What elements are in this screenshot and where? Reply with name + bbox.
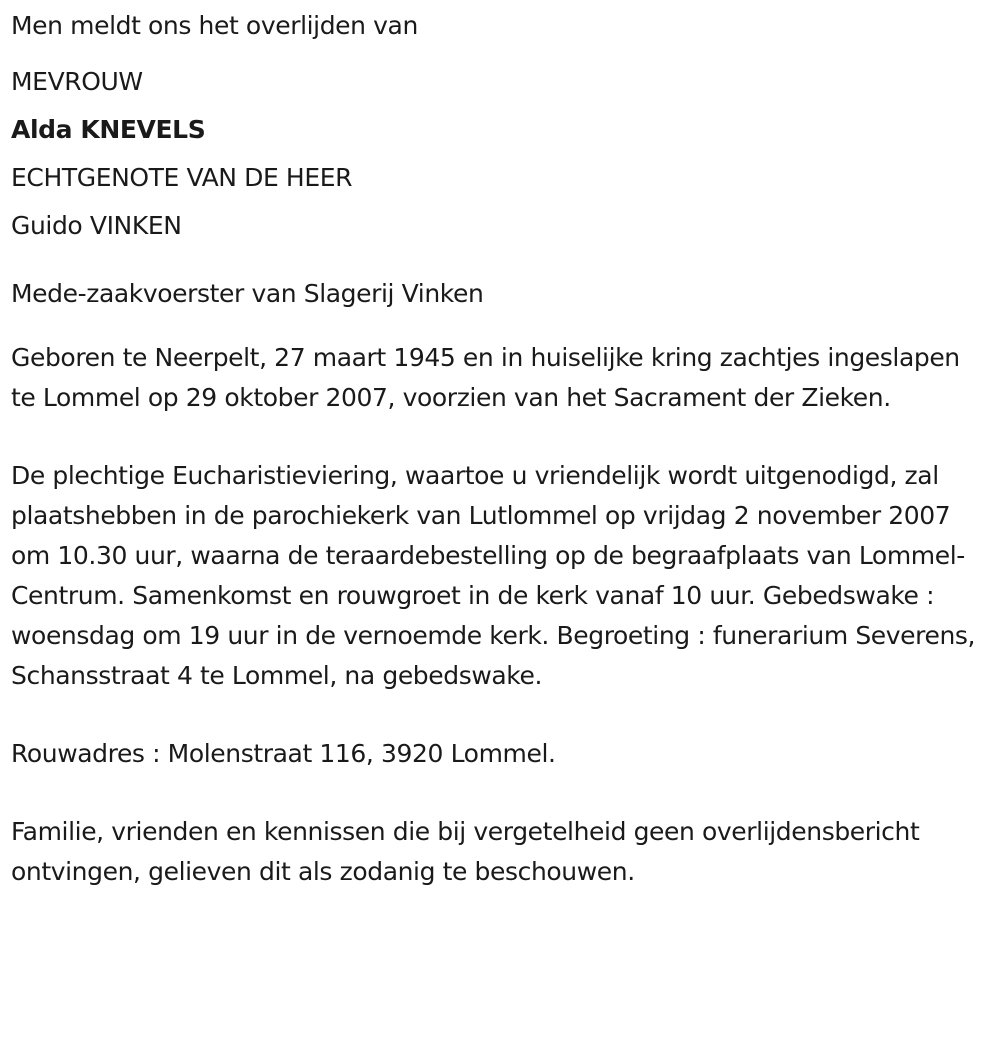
- intro-line: Men meldt ons het overlijden van: [11, 11, 418, 40]
- occupation-line: Mede-zaakvoerster van Slagerij Vinken: [11, 279, 484, 308]
- deceased-name: Alda KNEVELS: [11, 115, 206, 144]
- death-notice: [11, 0, 991, 892]
- birth-death-paragraph: Geboren te Neerpelt, 27 maart 1945 en in huiselijke kring zachtjes ingeslapen te Lommel op 29 oktober 2007, voorzien van het Sacrament der Zieken.: [11, 343, 960, 412]
- ceremony-paragraph: De plechtige Eucharistieviering, waartoe u vriendelijk wordt uitgenodigd, zal plaatshebben in de parochiekerk van Lutlommel op vrijdag 2 november 2007 om 10.30 uur, waarna de teraardebestelling op de begraafplaats van Lommel-Centrum. Samenkomst en rouwgroet in de kerk vanaf 10 uur. Gebedswake : woensdag om 19 uur in de vernoemde kerk. Begroeting : funerarium Severens, Schansstraat 4 te Lommel, na gebedswake.: [11, 461, 976, 690]
- spouse-name: Guido VINKEN: [11, 211, 182, 240]
- title-line: MEVROUW: [11, 67, 143, 96]
- address-line: Rouwadres : Molenstraat 116, 3920 Lommel.: [11, 739, 556, 768]
- closing-paragraph: Familie, vrienden en kennissen die bij vergetelheid geen overlijdensbericht ontvingen, gelieven dit als zodanig te beschouwen.: [11, 817, 920, 886]
- spouse-label: ECHTGENOTE VAN DE HEER: [11, 163, 353, 192]
